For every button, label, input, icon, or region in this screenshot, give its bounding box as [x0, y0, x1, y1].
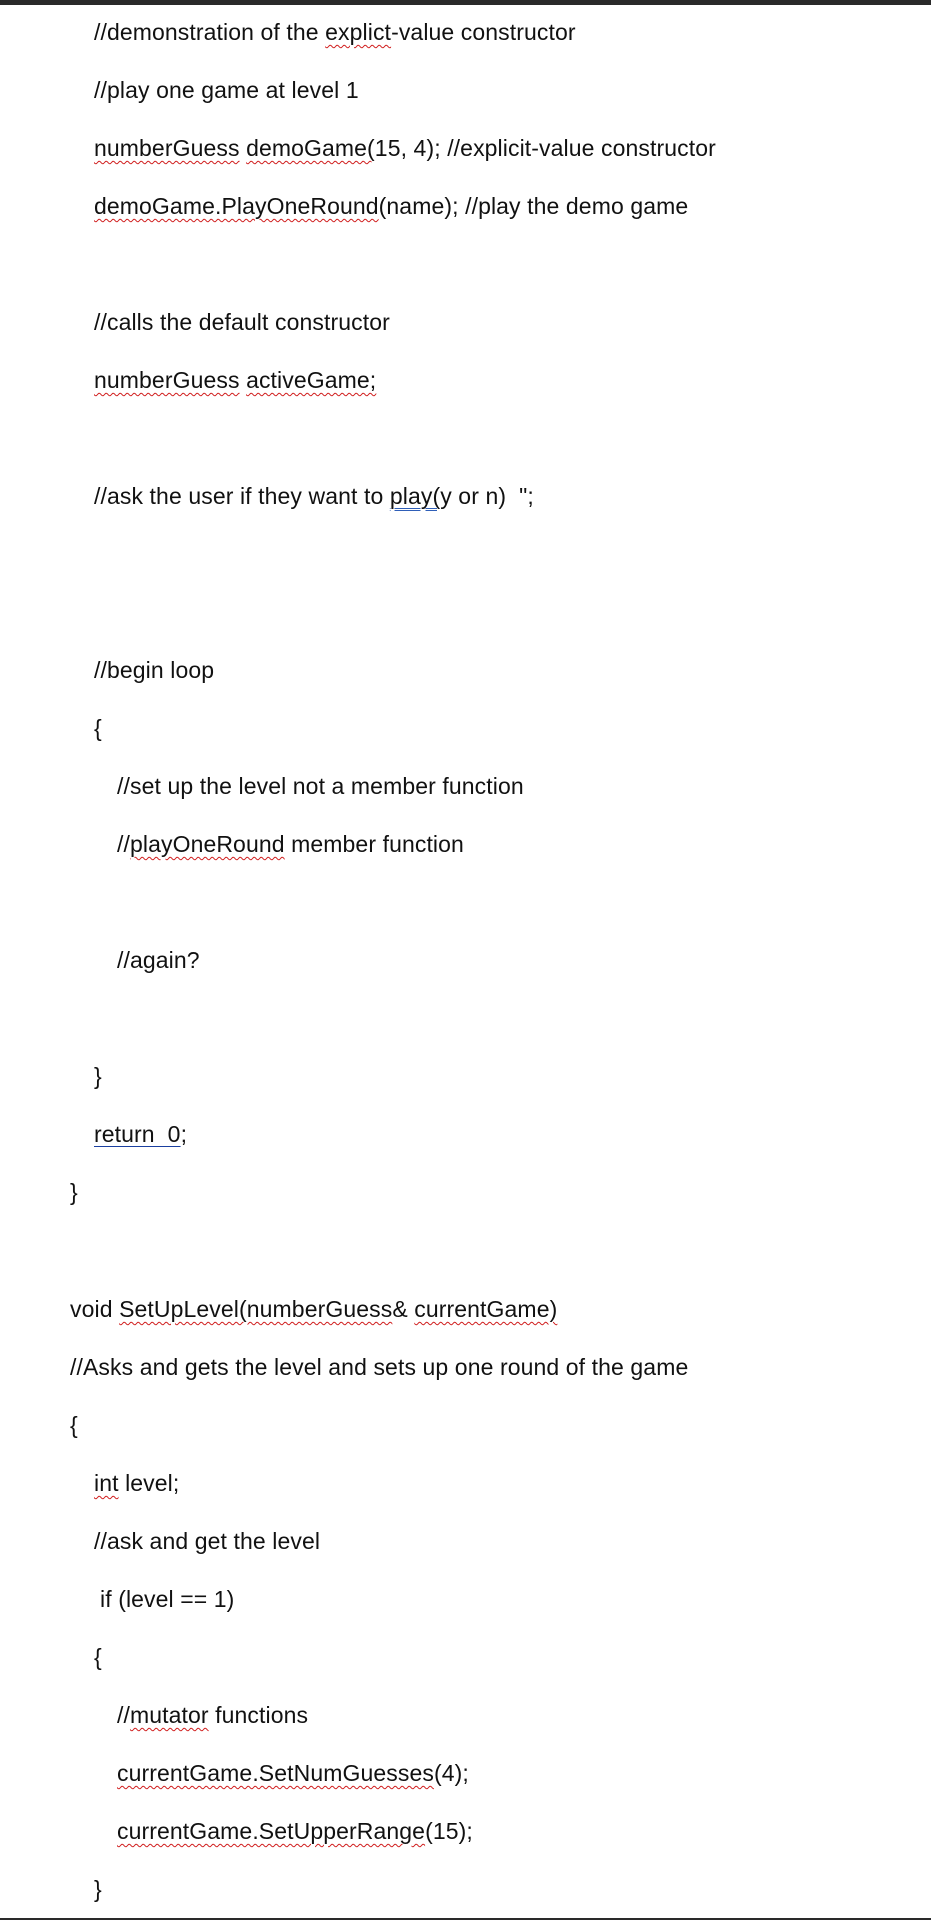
- code-line: [94, 1468, 179, 1498]
- text-segment: //demonstration of the: [94, 19, 326, 45]
- text-segment: //ask and get the level: [94, 1528, 321, 1554]
- code-line: [94, 713, 102, 743]
- text-segment: 15, 4); //explicit-value constructor: [374, 135, 716, 161]
- text-segment: {: [94, 1644, 102, 1670]
- code-line: [94, 1061, 102, 1091]
- code-line: [94, 481, 534, 511]
- text-segment: }: [70, 1179, 78, 1205]
- text-segment: -value constructor: [391, 19, 576, 45]
- code-line: [70, 1352, 688, 1382]
- code-line: [94, 365, 376, 395]
- text-segment: //again?: [117, 947, 200, 973]
- text-segment: member function: [284, 831, 464, 857]
- text-segment: (4);: [433, 1760, 469, 1786]
- code-line: [117, 1816, 473, 1846]
- text-segment: //begin loop: [94, 657, 215, 683]
- spelling-flag: numberGuess: [94, 135, 240, 161]
- text-segment: &: [392, 1296, 415, 1322]
- code-line: [117, 945, 200, 975]
- code-line: [70, 1410, 78, 1440]
- text-segment: }: [94, 1876, 102, 1902]
- text-segment: {: [94, 715, 102, 741]
- spelling-flag: demoGame(: [246, 135, 375, 161]
- code-line: [70, 1177, 78, 1207]
- text-segment: //Asks and gets the level and sets up one round of the game: [70, 1354, 689, 1380]
- code-line: [94, 133, 716, 163]
- text-segment: //set up the level not a member function: [117, 773, 524, 799]
- text-segment: }: [94, 1063, 102, 1089]
- code-line: [117, 1758, 469, 1788]
- code-line: [94, 17, 576, 47]
- text-segment: level;: [118, 1470, 180, 1496]
- spelling-flag: SetUpLevel(numberGuess: [119, 1296, 393, 1322]
- text-segment: //: [117, 1702, 130, 1728]
- text-segment: (15);: [425, 1818, 473, 1844]
- text-segment: functions: [208, 1702, 309, 1728]
- text-segment: y or n) ";: [440, 483, 534, 509]
- code-line: [94, 1119, 187, 1149]
- code-line: [94, 655, 214, 685]
- spelling-flag: mutator: [129, 1702, 209, 1728]
- code-line: [94, 1526, 320, 1556]
- code-line: [100, 1584, 234, 1614]
- spelling-flag: currentGame.SetNumGuesses: [117, 1760, 434, 1786]
- text-segment: if (level == 1): [100, 1586, 235, 1612]
- code-line: [94, 75, 359, 105]
- code-line: [94, 191, 688, 221]
- spelling-flag: int: [94, 1470, 119, 1496]
- code-line: [117, 1700, 308, 1730]
- code-line: [94, 307, 390, 337]
- code-line: [117, 771, 524, 801]
- text-segment: (name); //play the demo game: [378, 193, 689, 219]
- code-line: [94, 1874, 102, 1904]
- spelling-flag: currentGame.SetUpperRange: [117, 1818, 426, 1844]
- text-segment: //ask the user if they want to: [94, 483, 390, 509]
- code-line: [94, 1642, 102, 1672]
- code-line: [117, 829, 464, 859]
- spelling-flag: playOneRound: [129, 831, 285, 857]
- text-segment: void: [70, 1296, 120, 1322]
- code-line: [70, 1294, 557, 1324]
- spelling-flag: numberGuess: [94, 367, 240, 393]
- text-segment: //: [117, 831, 130, 857]
- spelling-flag: activeGame;: [246, 367, 377, 393]
- spelling-flag: currentGame): [414, 1296, 558, 1322]
- spelling-flag: demoGame.PlayOneRound: [94, 193, 379, 219]
- text-segment: //play one game at level 1: [94, 77, 359, 103]
- spelling-flag: explict: [325, 19, 392, 45]
- text-segment: //calls the default constructor: [94, 309, 390, 335]
- grammar-flag: play(: [389, 483, 441, 509]
- text-segment: ;: [180, 1121, 188, 1147]
- text-segment: {: [70, 1412, 78, 1438]
- underlined-text: return 0: [94, 1121, 181, 1147]
